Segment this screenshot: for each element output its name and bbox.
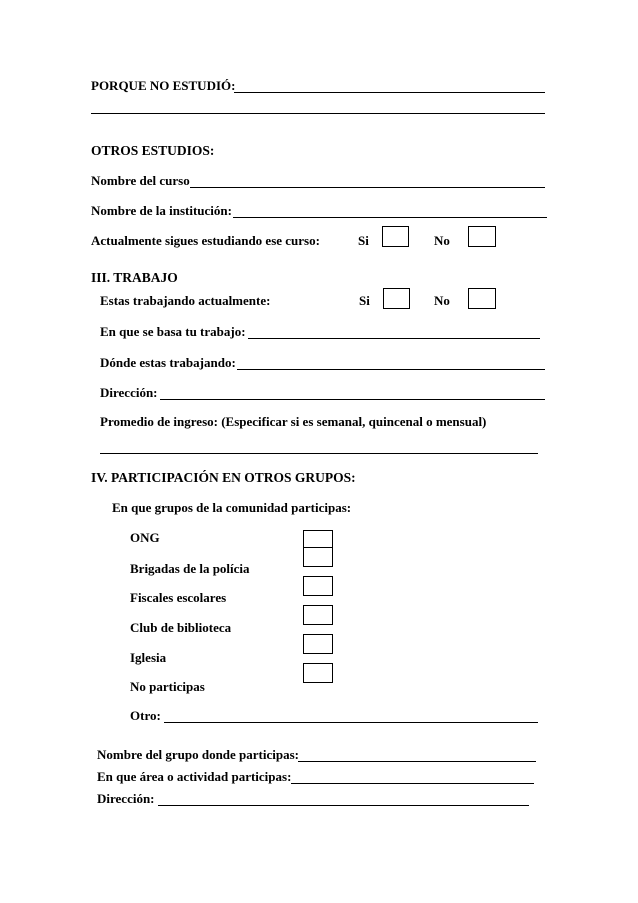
donde-trabajando-label: Dónde estas trabajando: <box>100 355 236 370</box>
estas-trabajando-label: Estas trabajando actualmente: <box>100 293 271 308</box>
nombre-grupo-field[interactable] <box>298 761 536 762</box>
porque-no-estudio-line-2[interactable] <box>91 113 545 114</box>
otro-field[interactable] <box>164 722 538 723</box>
en-que-se-basa-field[interactable] <box>248 338 540 339</box>
participacion-heading: IV. PARTICIPACIÓN EN OTROS GRUPOS: <box>91 470 356 485</box>
opcion-club-checkbox[interactable] <box>303 605 333 625</box>
opcion-ong-label: ONG <box>130 530 160 545</box>
trabajando-si-checkbox[interactable] <box>383 288 410 309</box>
estudiando-si-label: Si <box>358 233 369 248</box>
direccion-grupo-label: Dirección: <box>97 791 155 806</box>
trabajando-no-checkbox[interactable] <box>468 288 496 309</box>
estudiando-no-label: No <box>434 233 450 248</box>
opcion-brigadas-label: Brigadas de la polícia <box>130 561 250 576</box>
trabajando-si-label: Si <box>359 293 370 308</box>
nombre-institucion-field[interactable] <box>233 217 547 218</box>
opcion-iglesia-label: Iglesia <box>130 650 167 665</box>
promedio-ingreso-label: Promedio de ingreso: (Especificar si es semanal, quincenal o mensual) <box>100 414 487 429</box>
nombre-institucion-label: Nombre de la institución: <box>91 203 232 218</box>
opcion-no-participas-label: No participas <box>130 679 205 694</box>
trabajando-no-label: No <box>434 293 450 308</box>
direccion-trabajo-field[interactable] <box>160 399 545 400</box>
area-actividad-label: En que área o actividad participas: <box>97 769 292 784</box>
promedio-ingreso-field[interactable] <box>100 453 538 454</box>
direccion-grupo-field[interactable] <box>158 805 529 806</box>
otro-label: Otro: <box>130 708 161 723</box>
opcion-club-label: Club de biblioteca <box>130 620 232 635</box>
sigues-estudiando-label: Actualmente sigues estudiando ese curso: <box>91 233 320 248</box>
grupos-pregunta-label: En que grupos de la comunidad participas: <box>112 500 352 515</box>
estudiando-si-checkbox[interactable] <box>382 226 409 247</box>
estudiando-no-checkbox[interactable] <box>468 226 496 247</box>
opcion-fiscales-checkbox[interactable] <box>303 576 333 596</box>
porque-no-estudio-line-1[interactable] <box>234 92 545 93</box>
nombre-grupo-label: Nombre del grupo donde participas: <box>97 747 299 762</box>
en-que-se-basa-label: En que se basa tu trabajo: <box>100 324 246 339</box>
opcion-fiscales-label: Fiscales escolares <box>130 590 227 605</box>
opcion-iglesia-checkbox[interactable] <box>303 634 333 654</box>
otros-estudios-heading: OTROS ESTUDIOS: <box>91 143 215 158</box>
porque-no-estudio-label: PORQUE NO ESTUDIÓ: <box>91 78 236 93</box>
donde-trabajando-field[interactable] <box>237 369 545 370</box>
nombre-curso-label: Nombre del curso <box>91 173 190 188</box>
area-actividad-field[interactable] <box>291 783 534 784</box>
nombre-curso-field[interactable] <box>190 187 545 188</box>
trabajo-heading: III. TRABAJO <box>91 270 178 285</box>
opcion-no-participas-checkbox[interactable] <box>303 663 333 683</box>
direccion-trabajo-label: Dirección: <box>100 385 158 400</box>
opcion-brigadas-checkbox[interactable] <box>303 547 333 567</box>
